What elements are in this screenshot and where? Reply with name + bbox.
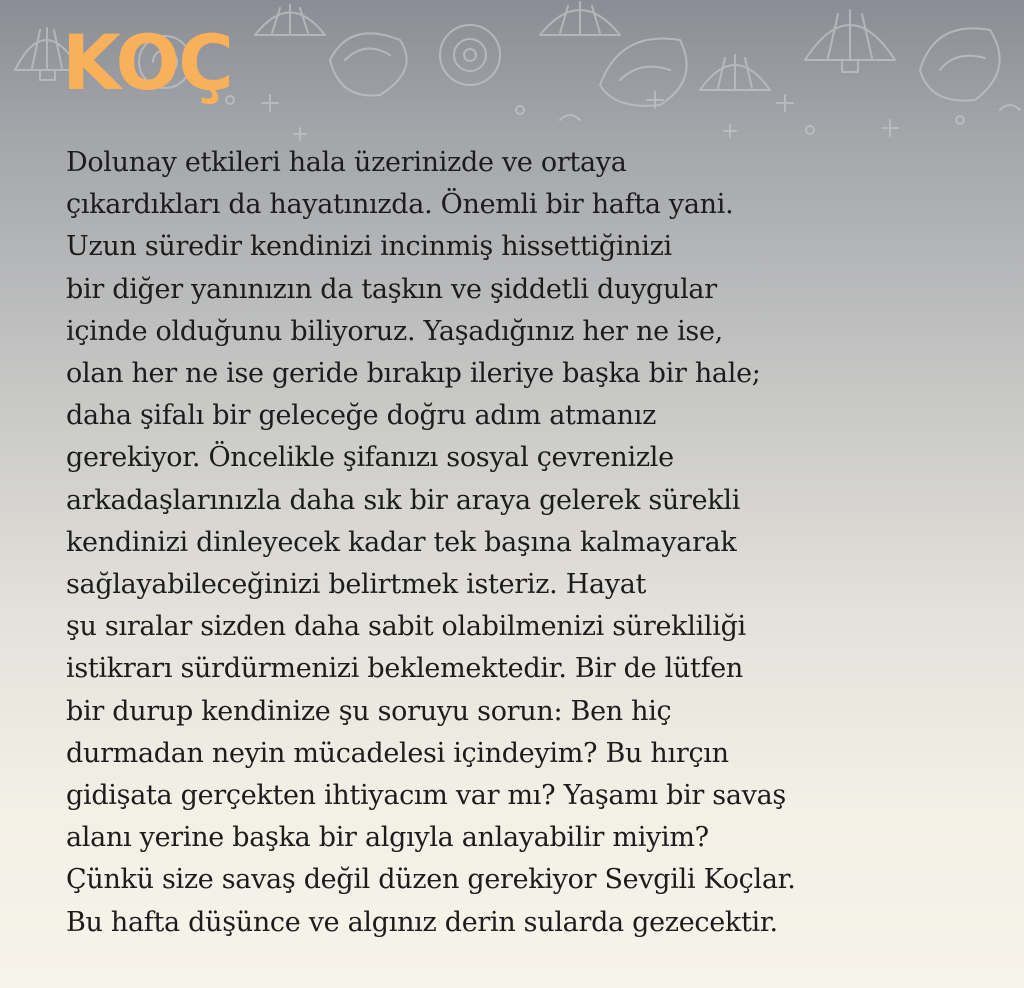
- text-line: gidişata gerçekten ihtiyacım var mı? Yaşamı bir savaş: [66, 780, 786, 812]
- text-line: istikrarı sürdürmenizi beklemektedir. Bir de lütfen: [66, 653, 744, 685]
- scallop-shell-icon: [540, 2, 620, 35]
- sparkle-icon: [262, 92, 898, 140]
- text-line: şu sıralar sizden daha sabit olabilmenizi sürekliliği: [66, 611, 746, 643]
- scallop-shell-icon: [700, 55, 770, 90]
- scallop-shell-icon: [805, 10, 895, 72]
- text-line: çıkardıkları da hayatınızda. Önemli bir hafta yani.: [66, 189, 734, 221]
- horoscope-text: [66, 142, 1006, 944]
- conch-shell-icon: [600, 38, 687, 105]
- text-line: içinde olduğunu biliyoruz. Yaşadığınız her ne ise,: [66, 315, 723, 347]
- text-line: gerekiyor. Öncelikle şifanızı sosyal çevrenizle: [66, 442, 674, 474]
- text-line: durmadan neyin mücadelesi içindeyim? Bu hırçın: [66, 737, 729, 769]
- text-line: bir diğer yanınızın da taşkın ve şiddetli duygular: [66, 273, 717, 305]
- text-line: daha şifalı bir geleceğe doğru adım atmanız: [66, 400, 657, 432]
- seashell-icon: [440, 25, 500, 85]
- conch-shell-icon: [330, 33, 407, 95]
- text-line: olan her ne ise geride bırakıp ileriye başka bir hale;: [66, 358, 761, 390]
- text-line: kendinizi dinleyecek kadar tek başına kalmayarak: [66, 526, 737, 558]
- page-title: KOÇ: [62, 18, 232, 107]
- text-line: Dolunay etkileri hala üzerinizde ve ortaya: [66, 147, 627, 178]
- text-line: arkadaşlarınızla daha sık bir araya gelerek sürekli: [66, 484, 741, 516]
- text-line: Bu hafta düşünce ve algınız derin sularda gezecektir.: [66, 906, 778, 938]
- text-line: Uzun süredir kendinizi incinmiş hissettiğinizi: [66, 231, 672, 263]
- scallop-shell-icon: [255, 5, 325, 35]
- text-line: sağlayabileceğinizi belirtmek isteriz. Hayat: [66, 569, 647, 601]
- text-line: alanı yerine başka bir algıyla anlayabilir miyim?: [66, 822, 709, 854]
- text-line: bir durup kendinize şu soruyu sorun: Ben hiç: [66, 695, 672, 727]
- text-line: Çünkü size savaş değil düzen gerekiyor Sevgili Koçlar.: [66, 864, 796, 896]
- conch-shell-icon: [920, 28, 1000, 100]
